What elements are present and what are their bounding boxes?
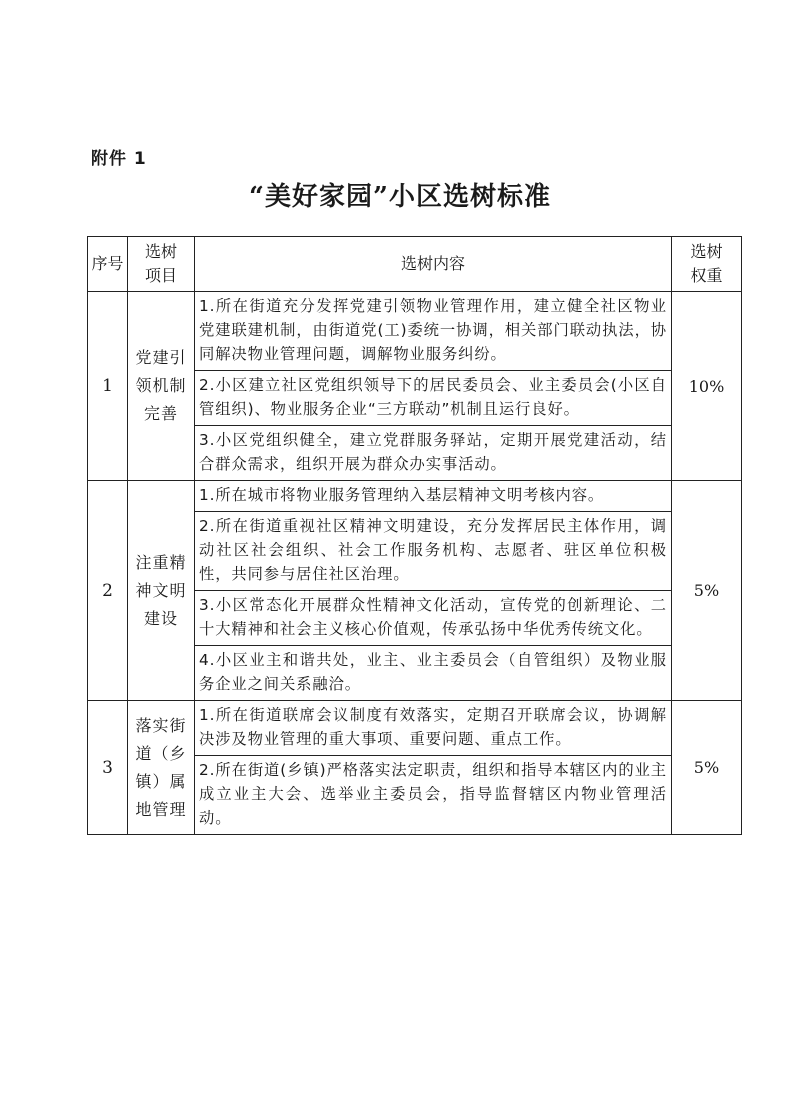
selection-content	[195, 701, 672, 835]
selection-item-line: 建设	[143, 608, 178, 628]
header-weight	[672, 237, 742, 292]
row-number: 2	[88, 481, 128, 701]
page-title: “美好家园”小区选树标准	[249, 182, 551, 212]
header-no: 序号	[88, 237, 128, 292]
content-criterion: 2.小区建立社区党组织领导下的居民委员会、业主委员会(小区自管组织)、物业服务企业“三方联动”机制且运行良好。	[195, 370, 671, 425]
header-item	[128, 237, 195, 292]
header-content: 选树内容	[195, 237, 672, 292]
row-number: 1	[88, 292, 128, 481]
content-criterion: 1.所在街道联席会议制度有效落实，定期召开联席会议，协调解决涉及物业管理的重大事项、重要问题、重点工作。	[199, 706, 667, 748]
table-row	[88, 292, 742, 481]
selection-item-line: 镇）属	[135, 771, 187, 791]
selection-weight: 10%	[672, 292, 742, 481]
selection-item-line: 完善	[143, 404, 178, 423]
standards-table	[87, 236, 742, 835]
content-criterion: 1.所在街道充分发挥党建引领物业管理作用，建立健全社区物业党建联建机制，由街道党(工)委统一协调，相关部门联动执法，协同解决物业管理问题，调解物业服务纠纷。	[199, 297, 667, 363]
table-row	[88, 701, 742, 835]
selection-item-line: 落实街	[135, 715, 187, 735]
selection-content	[195, 481, 672, 701]
content-criterion: 2.所在街道(乡镇)严格落实法定职责，组织和指导本辖区内的业主成立业主大会、选举业主委员会，指导监督辖区内物业管理活动。	[195, 755, 671, 834]
selection-item-line: 注重精	[135, 552, 187, 572]
content-criterion: 3.小区党组织健全，建立党群服务驿站，定期开展党建活动，结合群众需求，组织开展为群众办实事活动。	[195, 425, 671, 480]
table-header-row	[88, 237, 742, 292]
content-criterion: 2.所在街道重视社区精神文明建设，充分发挥居民主体作用，调动社区社会组织、社会工作服务机构、志愿者、驻区单位积极性，共同参与居住社区治理。	[195, 511, 671, 590]
attachment-label: 附件 1	[91, 149, 147, 169]
content-criterion: 3.小区常态化开展群众性精神文化活动，宣传党的创新理论、二十大精神和社会主义核心价值观，传承弘扬中华优秀传统文化。	[195, 590, 671, 645]
selection-content	[195, 292, 672, 481]
selection-weight: 5%	[672, 701, 742, 835]
selection-item	[128, 701, 195, 835]
selection-item	[128, 481, 195, 701]
header-weight-line1: 选树	[690, 242, 723, 261]
selection-item-line: 道（乡	[135, 743, 187, 763]
content-criterion: 1.所在城市将物业服务管理纳入基层精神文明考核内容。	[199, 486, 605, 504]
selection-item	[128, 292, 195, 481]
selection-item-line: 地管理	[135, 799, 187, 819]
header-item-line1: 选树	[144, 242, 177, 261]
content-criterion: 4.小区业主和谐共处，业主、业主委员会（自管组织）及物业服务企业之间关系融洽。	[195, 645, 671, 700]
header-weight-line2: 权重	[690, 266, 723, 285]
selection-item-line: 神文明	[135, 580, 187, 600]
header-item-line2: 项目	[144, 266, 177, 285]
selection-weight: 5%	[672, 481, 742, 701]
selection-item-line: 党建引	[135, 348, 187, 367]
selection-item-line: 领机制	[135, 376, 187, 395]
row-number: 3	[88, 701, 128, 835]
table-row	[88, 481, 742, 701]
